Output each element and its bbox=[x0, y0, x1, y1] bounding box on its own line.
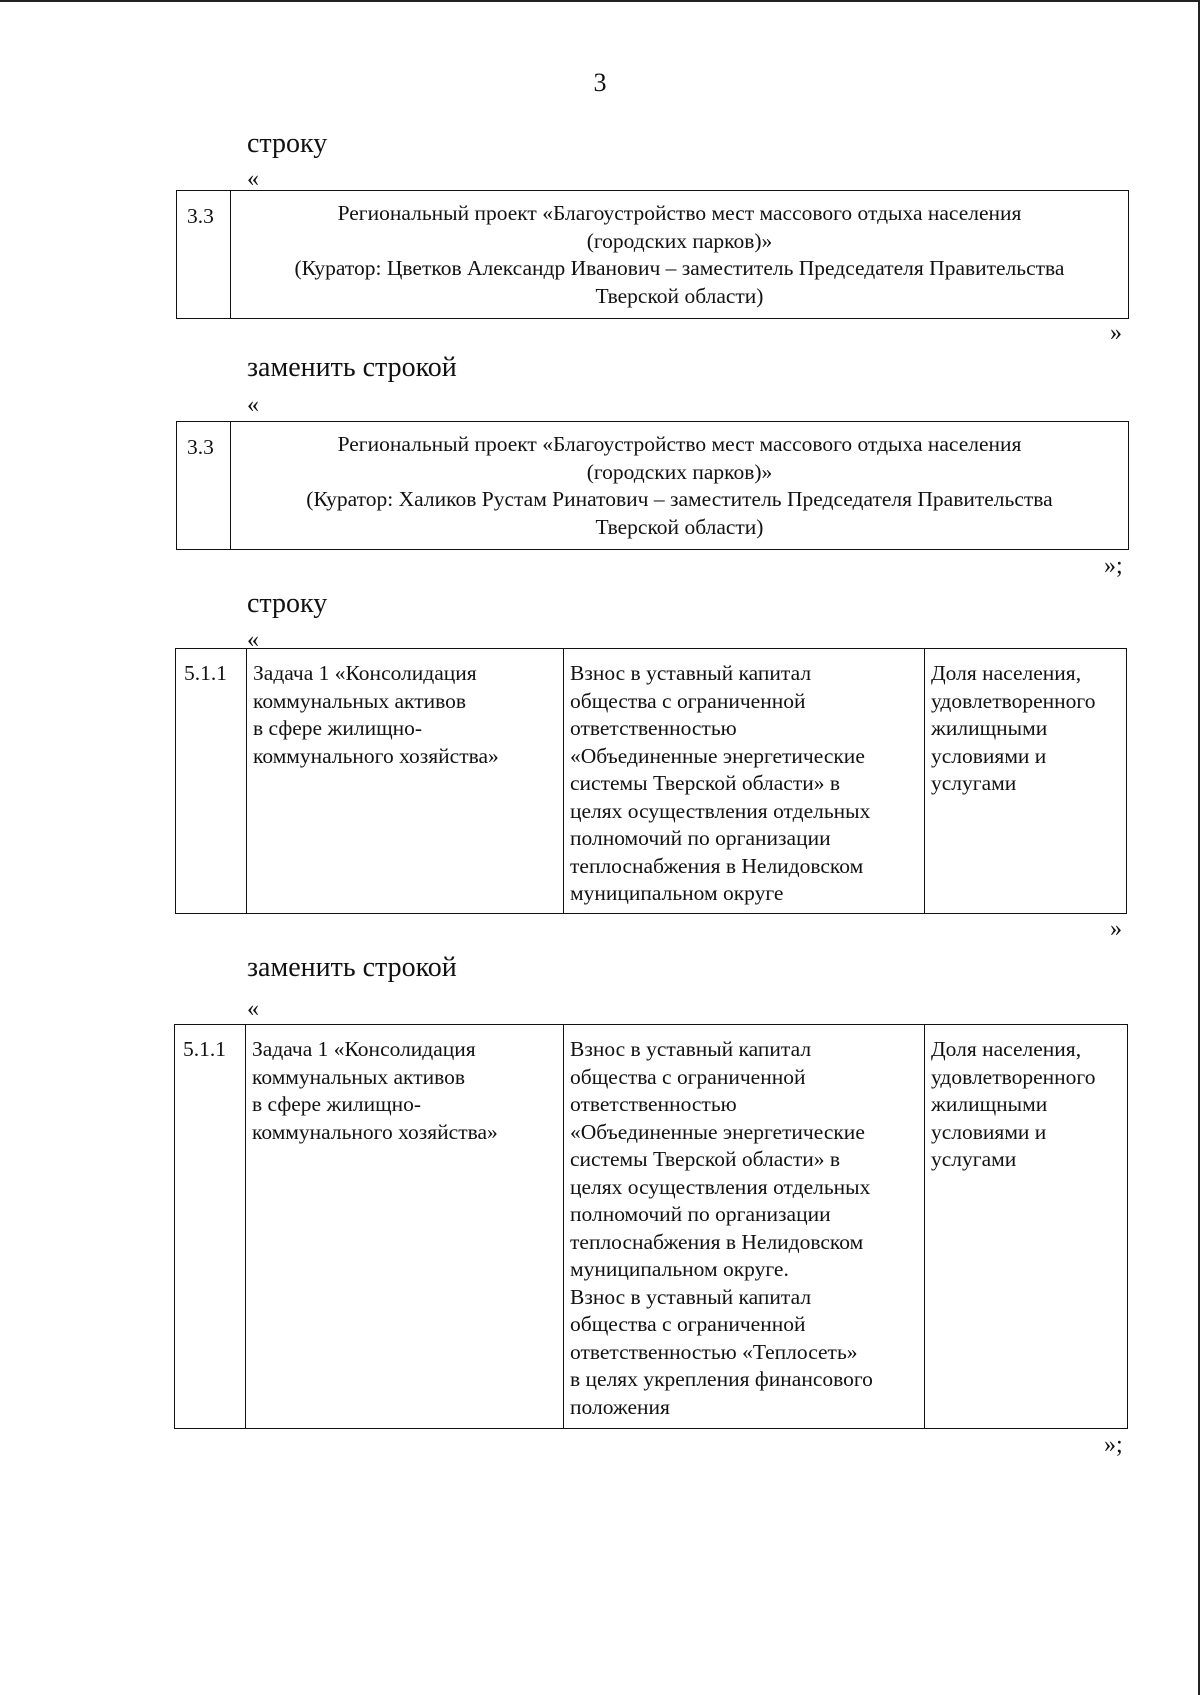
row-number: 5.1.1 bbox=[176, 649, 247, 914]
text-line: целях осуществления отдельных bbox=[570, 798, 871, 823]
text-line: услугами bbox=[931, 1147, 1017, 1171]
text-line: Тверской области) bbox=[595, 514, 764, 539]
text-line: услугами bbox=[931, 771, 1017, 795]
text-line: коммунальных активов bbox=[253, 688, 467, 713]
text-line: полномочий по организации bbox=[570, 826, 831, 850]
text-line: Региональный проект «Благоустройство мест массового отдыха населения bbox=[337, 201, 1022, 225]
open-quote: « bbox=[247, 392, 259, 418]
close-quote: » bbox=[1110, 320, 1122, 346]
text-line: ответственностью bbox=[570, 1092, 737, 1116]
text-line: (городских парков)» bbox=[586, 459, 773, 484]
text-line: Задача 1 «Консолидация bbox=[252, 1037, 476, 1061]
table-row-3-3-new bbox=[176, 421, 1129, 550]
row-number: 3.3 bbox=[177, 422, 231, 550]
table-row-3-3-old bbox=[176, 190, 1129, 319]
project-description bbox=[231, 422, 1129, 550]
text-line: ответственностью bbox=[570, 716, 737, 740]
text-line: «Объединенные энергетические bbox=[570, 743, 865, 768]
text-line: Региональный проект «Благоустройство мест массового отдыха населения bbox=[337, 432, 1022, 456]
open-quote: « bbox=[247, 996, 259, 1022]
table-row-5-1-1-new bbox=[174, 1024, 1128, 1429]
lead-text: заменить строкой bbox=[247, 952, 457, 983]
text-line: удовлетворенного bbox=[931, 688, 1096, 713]
text-line: Задача 1 «Консолидация bbox=[253, 661, 477, 685]
description-cell bbox=[564, 649, 925, 914]
open-quote: « bbox=[247, 166, 259, 192]
lead-text: строку bbox=[247, 588, 328, 619]
text-line: коммунального хозяйства» bbox=[252, 1119, 498, 1144]
text-line: удовлетворенного bbox=[931, 1064, 1096, 1089]
text-line: в сфере жилищно- bbox=[252, 1092, 422, 1116]
text-line: общества с ограниченной bbox=[570, 688, 806, 713]
text-line: общества с ограниченной bbox=[570, 1312, 806, 1336]
close-quote: » bbox=[1110, 916, 1122, 942]
text-line: Тверской области) bbox=[595, 283, 764, 308]
text-line: Взнос в уставный капитал bbox=[570, 1284, 812, 1309]
text-line: коммунального хозяйства» bbox=[253, 743, 499, 768]
task-cell bbox=[246, 1025, 564, 1429]
text-line: в целях укрепления финансового bbox=[570, 1367, 873, 1391]
scan-border-top bbox=[0, 0, 1200, 2]
text-line: теплоснабжения в Нелидовском bbox=[570, 1229, 864, 1254]
text-line: системы Тверской области» в bbox=[570, 771, 841, 795]
table-row-5-1-1-old bbox=[175, 648, 1127, 914]
text-line: муниципальном округе. bbox=[570, 1257, 789, 1281]
text-line: условиями и bbox=[931, 743, 1047, 768]
text-line: (Куратор: Халиков Рустам Ринатович – заместитель Председателя Правительства bbox=[306, 487, 1053, 511]
close-quote: »; bbox=[1104, 553, 1123, 579]
task-cell bbox=[247, 649, 564, 914]
text-line: условиями и bbox=[931, 1119, 1047, 1144]
text-line: общества с ограниченной bbox=[570, 1064, 806, 1089]
text-line: (Куратор: Цветков Александр Иванович – заместитель Председателя Правительства bbox=[294, 256, 1065, 280]
text-line: теплоснабжения в Нелидовском bbox=[570, 853, 864, 878]
text-line: ответственностью «Теплосеть» bbox=[570, 1339, 858, 1364]
lead-text: заменить строкой bbox=[247, 352, 457, 383]
page-number: 3 bbox=[593, 68, 607, 97]
text-line: жилищными bbox=[931, 1092, 1048, 1116]
text-line: жилищными bbox=[931, 716, 1048, 740]
row-number: 3.3 bbox=[177, 191, 231, 319]
text-line: Доля населения, bbox=[931, 1037, 1082, 1061]
text-line: системы Тверской области» в bbox=[570, 1147, 841, 1171]
text-line: положения bbox=[570, 1394, 670, 1419]
text-line: «Объединенные энергетические bbox=[570, 1119, 865, 1144]
indicator-cell bbox=[925, 649, 1127, 914]
text-line: муниципальном округе bbox=[570, 881, 784, 905]
text-line: в сфере жилищно- bbox=[253, 716, 423, 740]
project-description bbox=[231, 191, 1129, 319]
open-quote: « bbox=[247, 627, 259, 653]
row-number: 5.1.1 bbox=[175, 1025, 246, 1429]
description-cell bbox=[564, 1025, 925, 1429]
close-quote: »; bbox=[1104, 1432, 1123, 1458]
lead-text: строку bbox=[247, 128, 328, 159]
text-line: целях осуществления отдельных bbox=[570, 1174, 871, 1199]
text-line: (городских парков)» bbox=[586, 228, 773, 253]
text-line: коммунальных активов bbox=[252, 1064, 466, 1089]
text-line: Доля населения, bbox=[931, 661, 1082, 685]
text-line: Взнос в уставный капитал bbox=[570, 661, 812, 685]
indicator-cell bbox=[925, 1025, 1128, 1429]
text-line: Взнос в уставный капитал bbox=[570, 1037, 812, 1061]
text-line: полномочий по организации bbox=[570, 1202, 831, 1226]
